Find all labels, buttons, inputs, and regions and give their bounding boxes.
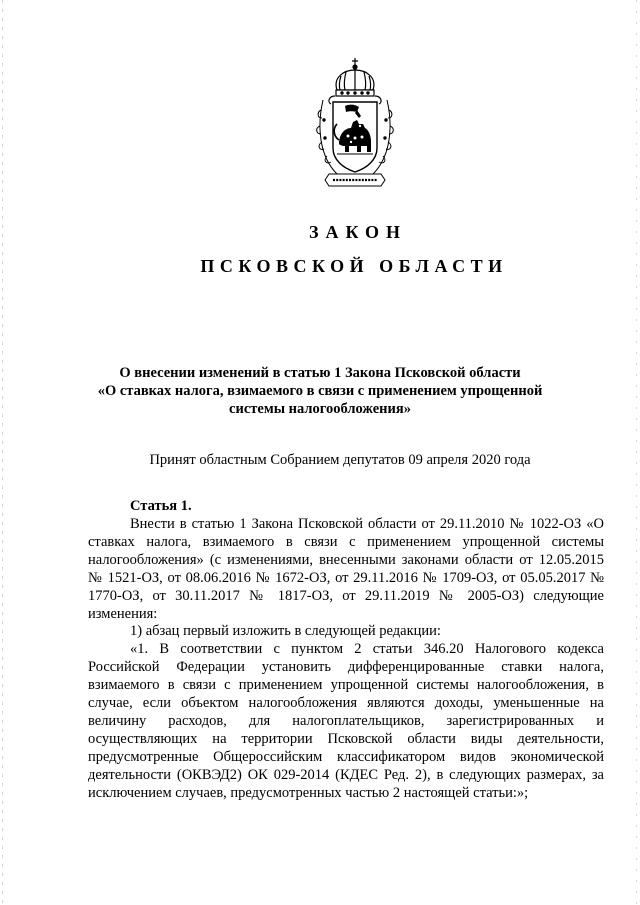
body-paragraph-quote: «1. В соответствии с пунктом 2 статьи 346.20 Налогового кодекса Российской Федерации установить дифференцированные ставки налога, взимаемого в связи с применением упрощенной системы налогообложения, в случае, если объектом налогообложения являются доходы, уменьшенные на величину расходов, для налогоплательщиков, зарегистрированных и осуществляющих на территории Псковской области виды деятельности, предусмотренные Общероссийским классификатором видов экономической деятельности (ОКВЭД2) ОК 029-2014 (КДЕС Ред. 2), в следующих размерах, за исключением случаев, предусмотренных частью 2 настоящей статьи:»;: [88, 641, 604, 801]
shield-icon: [333, 102, 377, 172]
ribbon-icon: [325, 174, 385, 186]
subject-line: «О ставках налога, взимаемого в связи с применением упрощенной: [97, 383, 543, 399]
subject-line: О внесении изменений в статью 1 Закона Псковской области: [119, 365, 521, 381]
coat-of-arms-emblem: [315, 56, 395, 192]
body-paragraph: Внести в статью 1 Закона Псковской области от 29.11.2010 № 1022-ОЗ «О ставках налога, взимаемого в связи с применением упрощенной системы налогообложения» (с изменениями, внесенными законами области от 12.05.2015 № 1521-ОЗ, от 08.06.2016 № 1672-ОЗ, от 29.11.2016 № 1709-ОЗ, от 05.05.2017 № 1770-ОЗ, от 30.11.2017 № 1817-ОЗ, от 29.11.2019 № 2005-ОЗ) следующие изменения:: [88, 516, 604, 622]
subject-line: системы налогообложения»: [229, 401, 411, 417]
law-title: ЗАКОН: [308, 222, 408, 242]
article-body: [88, 516, 604, 803]
law-subject: [90, 364, 550, 418]
adoption-note: Принят областным Собранием депутатов 09 апреля 2020 года: [149, 452, 531, 468]
crown-icon: [329, 58, 381, 104]
body-paragraph: 1) абзац первый изложить в следующей редакции:: [130, 623, 441, 640]
article-heading: Статья 1.: [130, 498, 192, 514]
region-title: ПСКОВСКОЙ ОБЛАСТИ: [200, 256, 508, 276]
